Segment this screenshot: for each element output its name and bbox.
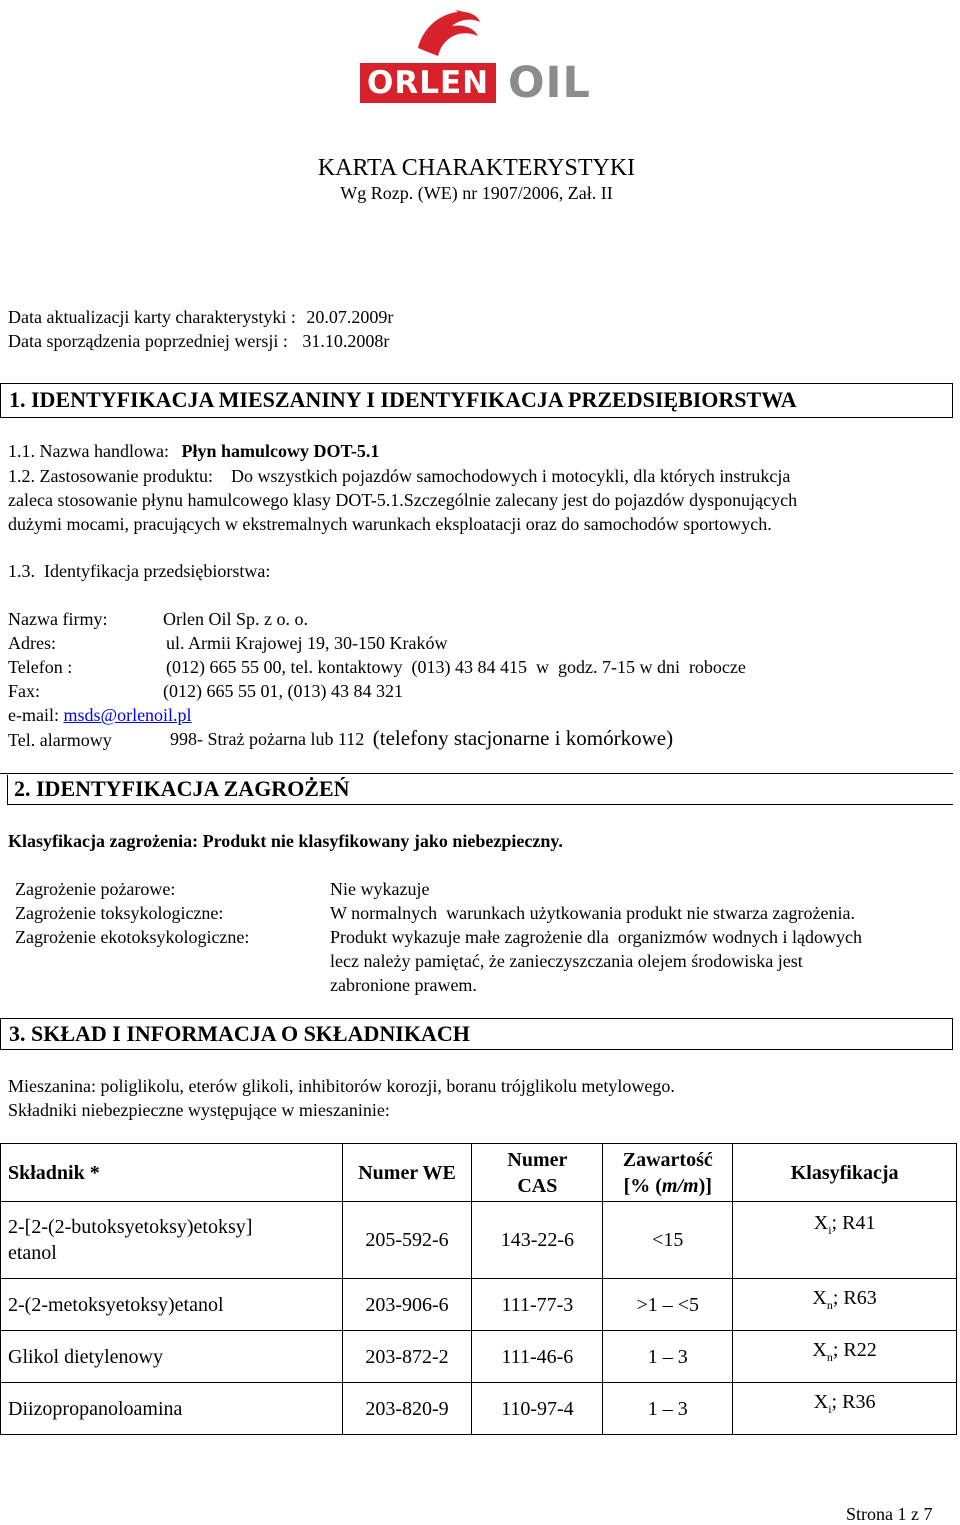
class-symbol: X xyxy=(813,1391,829,1413)
row-component xyxy=(1,1202,343,1279)
hazard-eco-line-3: zabronione prawem. xyxy=(330,975,477,995)
class-symbol: X xyxy=(813,1212,829,1234)
hazard-fire-label: Zagrożenie pożarowe: xyxy=(15,879,176,899)
email-row xyxy=(8,704,192,726)
update-date-value: 20.07.2009r xyxy=(306,307,394,327)
header-cas-line-2: CAS xyxy=(517,1174,558,1197)
row-we: 203-906-6 xyxy=(342,1279,472,1331)
class-risk: ; R22 xyxy=(832,1339,877,1361)
header-content-open: [% ( xyxy=(623,1174,662,1197)
components-table xyxy=(0,1143,957,1435)
hazard-eco-line-2: lecz należy pamiętać, że zanieczyszczania olejem środowiska jest xyxy=(330,951,803,971)
trade-name-row xyxy=(8,440,379,462)
row-content: <15 xyxy=(603,1202,733,1279)
document-title: KARTA CHARAKTERYSTYKI xyxy=(317,155,636,181)
email-link[interactable]: msds@orlenoil.pl xyxy=(63,705,192,725)
previous-date-value: 31.10.2008r xyxy=(302,331,390,351)
row-component: Diizopropanoloamina xyxy=(1,1383,343,1435)
row-content: >1 – <5 xyxy=(603,1279,733,1331)
header-content xyxy=(603,1144,733,1202)
table-row xyxy=(1,1383,957,1435)
alarm-value: 998- Straż pożarna lub 112 xyxy=(170,729,365,749)
row-component-line-1: 2-[2-(2-butoksyetoksy)etoksy] xyxy=(8,1216,253,1238)
previous-date-label: Data sporządzenia poprzedniej wersji : xyxy=(8,331,288,351)
row-content: 1 – 3 xyxy=(603,1331,733,1383)
logo-oil-word: OIL xyxy=(508,58,591,108)
hazard-fire-value: Nie wykazuje xyxy=(330,879,430,899)
section-3-heading-box xyxy=(0,1018,953,1050)
section-1-heading: 1. IDENTYFIKACJA MIESZANINY I IDENTYFIKACJA PRZEDSIĘBIORSTWA xyxy=(9,387,797,412)
orlen-oil-logo xyxy=(360,8,610,108)
class-symbol: X xyxy=(812,1287,827,1309)
alarm-note: (telefony stacjonarne i komórkowe) xyxy=(372,726,674,750)
header-cas-line-1: Numer xyxy=(507,1148,568,1171)
company-name-value: Orlen Oil Sp. z o. o. xyxy=(163,609,308,629)
header-component: Składnik * xyxy=(1,1144,343,1202)
hazard-tox-value: W normalnych warunkach użytkowania produkt nie stwarza zagrożenia. xyxy=(330,903,855,923)
section-3-heading: 3. SKŁAD I INFORMACJA O SKŁADNIKACH xyxy=(9,1021,470,1046)
email-label: e-mail: xyxy=(8,705,59,725)
row-classification xyxy=(733,1202,957,1279)
hazard-eco-label: Zagrożenie ekotoksykologiczne: xyxy=(15,927,250,947)
row-cas: 111-77-3 xyxy=(472,1279,603,1331)
row-we: 205-592-6 xyxy=(342,1202,472,1279)
page-number: Strona 1 z 7 xyxy=(846,1504,933,1524)
class-symbol-sub: i xyxy=(828,1402,832,1416)
phone-label: Telefon : xyxy=(8,657,73,677)
class-risk: ; R63 xyxy=(832,1287,877,1309)
trade-name-label: 1.1. Nazwa handlowa: xyxy=(8,441,169,461)
table-header-row xyxy=(1,1144,957,1202)
trade-name-value: Płyn hamulcowy DOT-5.1 xyxy=(181,441,380,461)
header-content-line-1: Zawartość xyxy=(622,1148,713,1171)
table-row xyxy=(1,1202,957,1279)
phone-value: (012) 665 55 00, tel. kontaktowy (013) 43 84 415 w godz. 7-15 w dni robocze xyxy=(166,657,746,677)
row-cas: 110-97-4 xyxy=(472,1383,603,1435)
class-risk: ; R41 xyxy=(831,1212,876,1234)
row-cas: 111-46-6 xyxy=(472,1331,603,1383)
fax-value: (012) 665 55 01, (013) 43 84 321 xyxy=(163,681,403,701)
header-content-unit: m/m xyxy=(661,1174,699,1197)
document-subtitle: Wg Rozp. (WE) nr 1907/2006, Zał. II xyxy=(340,183,613,203)
address-label: Adres: xyxy=(8,633,56,653)
row-we: 203-820-9 xyxy=(342,1383,472,1435)
update-date-row xyxy=(8,306,393,328)
alarm-value-row xyxy=(170,727,673,750)
hazard-tox-label: Zagrożenie toksykologiczne: xyxy=(15,903,224,923)
fax-label: Fax: xyxy=(8,681,41,701)
hazardous-components-intro: Składniki niebezpieczne występujące w mieszaninie: xyxy=(8,1100,390,1120)
previous-date-row xyxy=(8,330,389,352)
section-2-rule-top xyxy=(0,773,953,774)
table-row xyxy=(1,1331,957,1383)
class-symbol-sub: i xyxy=(828,1223,832,1237)
use-line-3: dużymi mocami, pracujących w ekstremalnych warunkach eksploatacji oraz do samochodów sportowych. xyxy=(8,514,772,534)
company-name-label: Nazwa firmy: xyxy=(8,609,108,629)
row-classification xyxy=(733,1331,957,1383)
row-classification xyxy=(733,1279,957,1331)
row-component-line-2: etanol xyxy=(8,1242,57,1264)
row-classification xyxy=(733,1383,957,1435)
header-content-close: )] xyxy=(698,1174,712,1197)
use-line-2: zaleca stosowanie płynu hamulcowego klasy DOT-5.1.Szczególnie zalecany jest do pojazdów dysponujących xyxy=(8,490,798,510)
header-classification: Klasyfikacja xyxy=(733,1144,957,1202)
address-value: ul. Armii Krajowej 19, 30-150 Kraków xyxy=(166,633,448,653)
classification-statement: Klasyfikacja zagrożenia: Produkt nie klasyfikowany jako niebezpieczny. xyxy=(8,831,563,851)
hazard-eco-value: Produkt wykazuje małe zagrożenie dla organizmów wodnych i lądowych xyxy=(330,927,863,947)
logo-orlen-word: ORLEN xyxy=(360,63,496,103)
section-2-heading-box xyxy=(7,775,953,805)
company-heading: 1.3. Identyfikacja przedsiębiorstwa: xyxy=(8,561,271,581)
alarm-label: Tel. alarmowy xyxy=(8,730,112,750)
section-1-heading-box xyxy=(0,383,953,418)
use-line-1: 1.2. Zastosowanie produktu: Do wszystkich pojazdów samochodowych i motocykli, dla których instrukcja xyxy=(8,466,791,486)
row-component: 2-(2-metoksyetoksy)etanol xyxy=(1,1279,343,1331)
header-content-line-2 xyxy=(610,1173,725,1199)
row-we: 203-872-2 xyxy=(342,1331,472,1383)
class-symbol-sub: n xyxy=(826,1298,833,1312)
header-we: Numer WE xyxy=(342,1144,472,1202)
mixture-description: Mieszanina: poliglikolu, eterów glikoli, inhibitorów korozji, boranu trójglikolu metylowego. xyxy=(8,1076,675,1096)
class-risk: ; R36 xyxy=(831,1391,876,1413)
update-date-label: Data aktualizacji karty charakterystyki : xyxy=(8,307,296,327)
class-symbol: X xyxy=(812,1339,827,1361)
table-row xyxy=(1,1279,957,1331)
class-symbol-sub: n xyxy=(826,1350,833,1364)
header-cas xyxy=(472,1144,603,1202)
row-cas: 143-22-6 xyxy=(472,1202,603,1279)
row-content: 1 – 3 xyxy=(603,1383,733,1435)
row-component: Glikol dietylenowy xyxy=(1,1331,343,1383)
section-2-heading: 2. IDENTYFIKACJA ZAGROŻEŃ xyxy=(14,776,350,801)
